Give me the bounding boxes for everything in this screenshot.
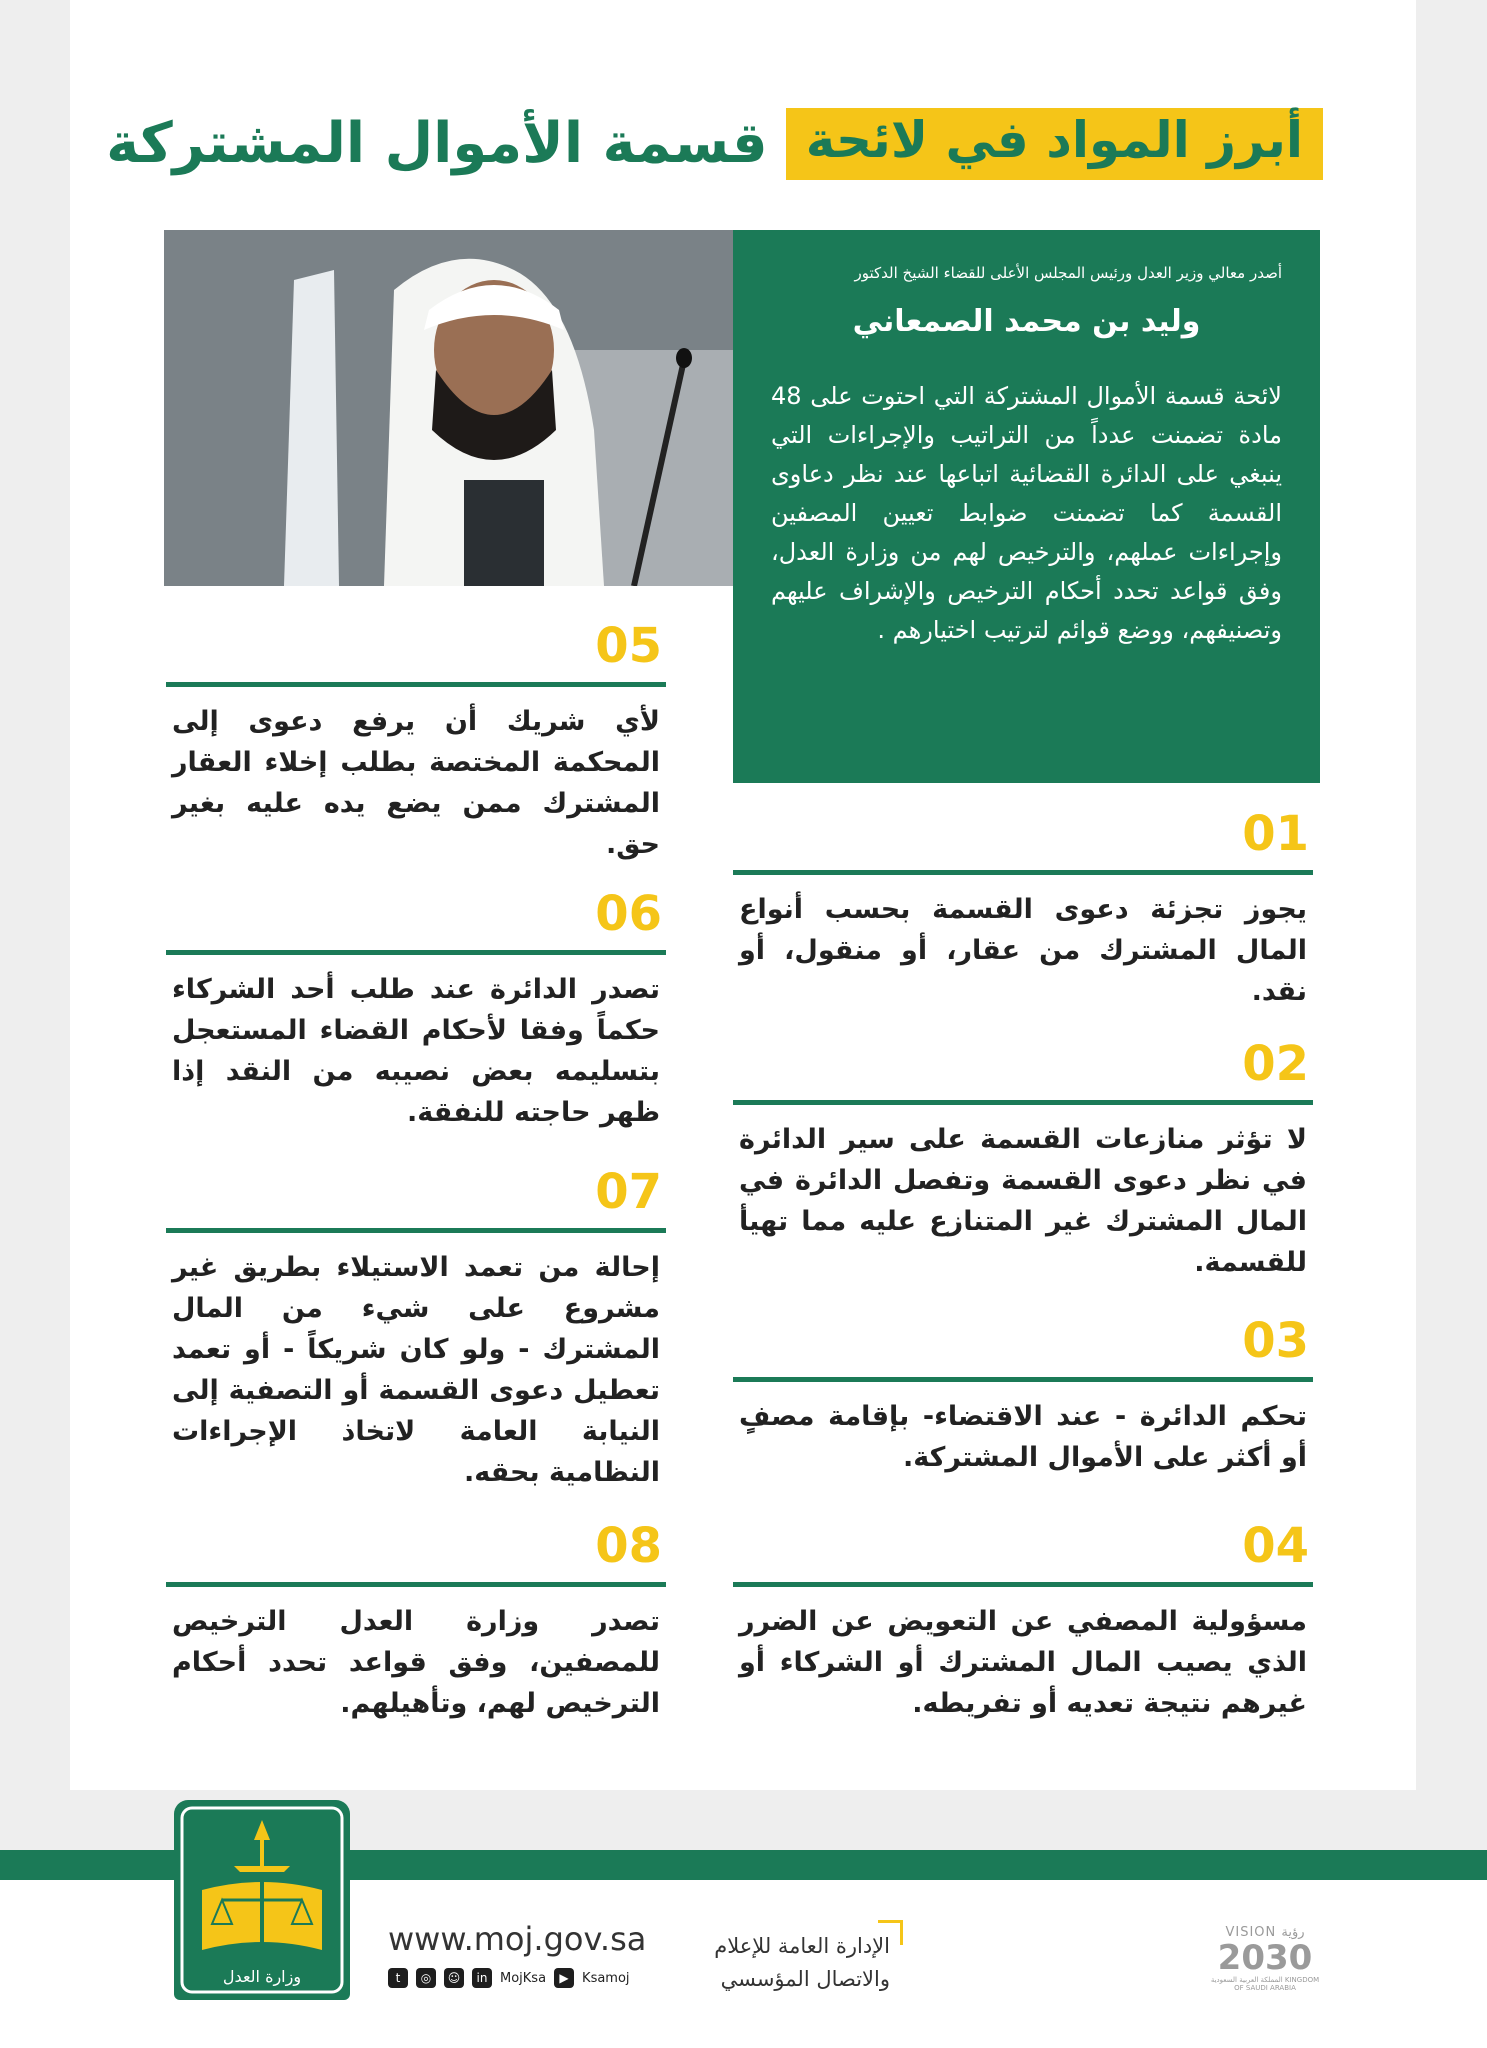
divider xyxy=(166,1582,666,1587)
department-name xyxy=(700,1930,890,1996)
website-link[interactable]: www.moj.gov.sa xyxy=(388,1920,647,1958)
article-text: لا تؤثر منازعات القسمة على سير الدائرة في نظر دعوى القسمة وتفصل الدائرة في المال المشترك غير المتنازع عليه مما تهيأ للقسمة. xyxy=(739,1124,1307,1278)
article-text: تصدر وزارة العدل الترخيص للمصفين، وفق قواعد تحدد أحكام الترخيص لهم، وتأهيلهم. xyxy=(172,1606,660,1719)
article-text: إحالة من تعمد الاستيلاء بطريق غير مشروع على شيء من المال المشترك - ولو كان شريكاً - أو تعمد تعطيل دعوى القسمة أو التصفية إلى النيابة العامة لاتخاذ الإجراءات النظامية بحقه. xyxy=(172,1252,660,1488)
youtube-icon[interactable]: ▶ xyxy=(554,1968,574,1988)
article-01 xyxy=(733,808,1313,1012)
page-title xyxy=(106,104,1323,184)
instagram-icon[interactable]: ◎ xyxy=(416,1968,436,1988)
divider xyxy=(733,1582,1313,1587)
intro-subtitle: أصدر معالي وزير العدل ورئيس المجلس الأعلى للقضاء الشيخ الدكتور xyxy=(854,264,1282,282)
divider xyxy=(733,870,1313,875)
article-08 xyxy=(166,1520,666,1724)
article-03 xyxy=(733,1315,1313,1478)
divider xyxy=(166,1228,666,1233)
article-04 xyxy=(733,1520,1313,1724)
emblem-text: وزارة العدل xyxy=(222,1967,302,1986)
article-number: 07 xyxy=(595,1164,662,1220)
article-text: لأي شريك أن يرفع دعوى إلى المحكمة المختصة بطلب إخلاء العقار المشترك ممن يضع يده عليه بغير حق. xyxy=(172,706,660,860)
article-text: مسؤولية المصفي عن التعويض عن الضرر الذي يصيب المال المشترك أو الشركاء أو غيرهم نتيجة تعديه أو تفريطه. xyxy=(739,1606,1307,1719)
divider xyxy=(733,1100,1313,1105)
article-text: تصدر الدائرة عند طلب أحد الشركاء حكماً وفقا لأحكام القضاء المستعجل بتسليمه بعض نصيبه من النقد إذا ظهر حاجته للنفقة. xyxy=(172,974,660,1128)
linkedin-icon[interactable]: in xyxy=(472,1968,492,1988)
divider xyxy=(166,682,666,687)
department-line-2: والاتصال المؤسسي xyxy=(720,1967,890,1991)
social-handle-1[interactable]: MojKsa xyxy=(500,1970,547,1986)
article-05 xyxy=(166,620,666,865)
minister-name: وليد بن محمد الصمعاني xyxy=(852,304,1201,339)
divider xyxy=(733,1377,1313,1382)
article-07 xyxy=(166,1166,666,1493)
article-02 xyxy=(733,1038,1313,1283)
divider xyxy=(166,950,666,955)
intro-box xyxy=(733,230,1320,783)
article-06 xyxy=(166,888,666,1133)
department-line-1: الإدارة العامة للإعلام xyxy=(714,1934,890,1958)
intro-body: لائحة قسمة الأموال المشتركة التي احتوت على 48 مادة تضمنت عدداً من التراتيب والإجراءات التي ينبغي على الدائرة القضائية اتباعها عند نظر دعاوى القسمة كما تضمنت ضوابط تعيين المصفين وإجراءات عملهم، والترخيص لهم من وزارة العدل، وفق قواعد تحدد أحكام الترخيص والإشراف عليهم وتصنيفهم، ووضع قوائم لترتيب اختيارهم . xyxy=(771,382,1282,644)
minister-photo xyxy=(164,230,733,586)
vision-sub: المملكة العربية السعودية KINGDOM OF SAUDI ARABIA xyxy=(1210,1976,1320,1992)
article-text: يجوز تجزئة دعوى القسمة بحسب أنواع المال المشترك من عقار، أو منقول، أو نقد. xyxy=(739,894,1307,1007)
article-number: 04 xyxy=(1242,1518,1309,1574)
social-handle-2[interactable]: Ksamoj xyxy=(582,1970,630,1986)
social-links xyxy=(388,1968,630,1988)
vision-year: 2030 xyxy=(1217,1938,1313,1978)
snapchat-icon[interactable]: ☺ xyxy=(444,1968,464,1988)
article-number: 06 xyxy=(595,886,662,942)
ministry-emblem xyxy=(174,1800,350,2000)
twitter-icon[interactable]: t xyxy=(388,1968,408,1988)
vision-2030-logo xyxy=(1210,1925,1320,1992)
article-text: تحكم الدائرة - عند الاقتضاء- بإقامة مصفٍ أو أكثر على الأموال المشتركة. xyxy=(739,1401,1307,1473)
title-rest: قسمة الأموال المشتركة xyxy=(106,110,768,176)
article-number: 05 xyxy=(595,618,662,674)
article-number: 08 xyxy=(595,1518,662,1574)
article-number: 02 xyxy=(1242,1036,1309,1092)
article-number: 03 xyxy=(1242,1313,1309,1369)
title-highlight: أبرز المواد في لائحة xyxy=(786,108,1323,180)
article-number: 01 xyxy=(1242,806,1309,862)
vision-label: VISION رؤية xyxy=(1225,1925,1305,1940)
